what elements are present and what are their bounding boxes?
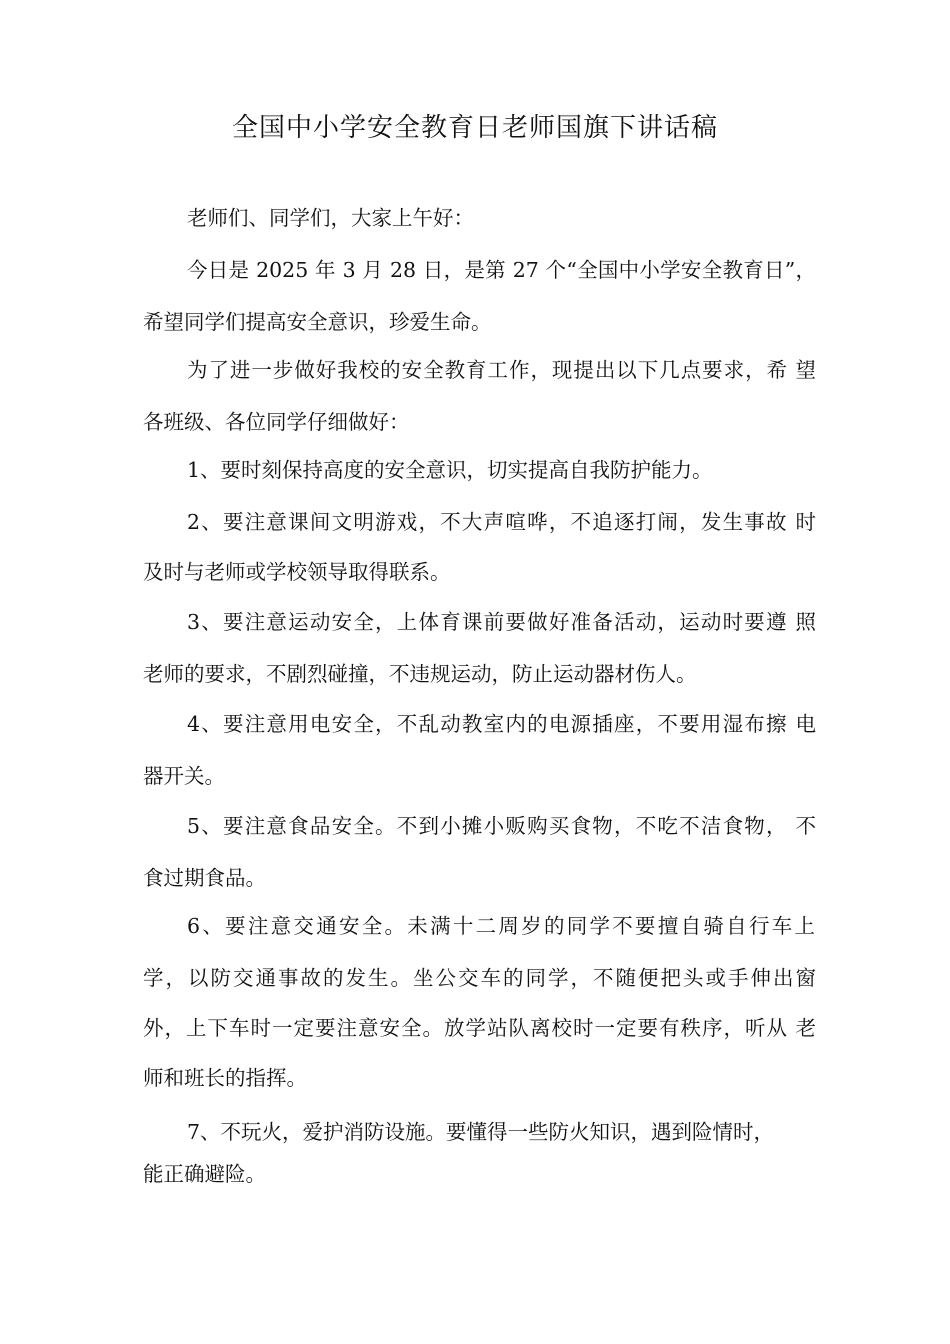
list-item-line: 3、要注意运动安全，上体育课前要做好准备活动，运动时要遵 照 [187, 610, 816, 634]
greeting-line: 老师们、同学们，大家上午好： [187, 206, 474, 230]
list-item-line: 7、不玩火，爱护消防设施。要懂得一些防火知识，遇到险情时， [187, 1120, 775, 1144]
list-item-line: 6、要注意交通安全。未满十二周岁的同学不要擅自骑自行车上 [187, 914, 816, 938]
list-item-line: 器开关。 [143, 764, 225, 788]
document-title: 全国中小学安全教育日老师国旗下讲话稿 [231, 113, 718, 143]
list-item-line: 能正确避险。 [143, 1162, 266, 1186]
list-item-line: 1、要时刻保持高度的安全意识，切实提高自我防护能力。 [187, 458, 713, 482]
list-item-line: 5、要注意食品安全。不到小摊小贩购买食物，不吃不洁食物， 不 [187, 814, 816, 838]
list-item-line: 4、要注意用电安全，不乱动教室内的电源插座，不要用湿布擦 电 [187, 712, 816, 736]
list-item-line: 学，以防交通事故的发生。坐公交车的同学，不随便把头或手伸出窗 [143, 966, 816, 990]
list-item-line: 师和班长的指挥。 [143, 1066, 307, 1090]
list-item-line: 老师的要求，不剧烈碰撞，不违规运动，防止运动器材伤人。 [143, 662, 697, 686]
paragraph-line: 希望同学们提高安全意识，珍爱生命。 [143, 310, 492, 334]
paragraph-line: 今日是 2025 年 3 月 28 日，是第 27 个“全国中小学安全教育日”， [187, 258, 816, 282]
paragraph-line: 各班级、各位同学仔细做好： [143, 410, 410, 434]
list-item-line: 食过期食品。 [143, 866, 266, 890]
list-item-line: 2、要注意课间文明游戏，不大声喧哗，不追逐打闹，发生事故 时 [187, 510, 816, 534]
list-item-line: 外，上下车时一定要注意安全。放学站队离校时一定要有秩序，听从 老 [143, 1016, 816, 1040]
list-item-line: 及时与老师或学校领导取得联系。 [143, 560, 451, 584]
paragraph-line: 为了进一步做好我校的安全教育工作，现提出以下几点要求，希 望 [187, 358, 816, 382]
